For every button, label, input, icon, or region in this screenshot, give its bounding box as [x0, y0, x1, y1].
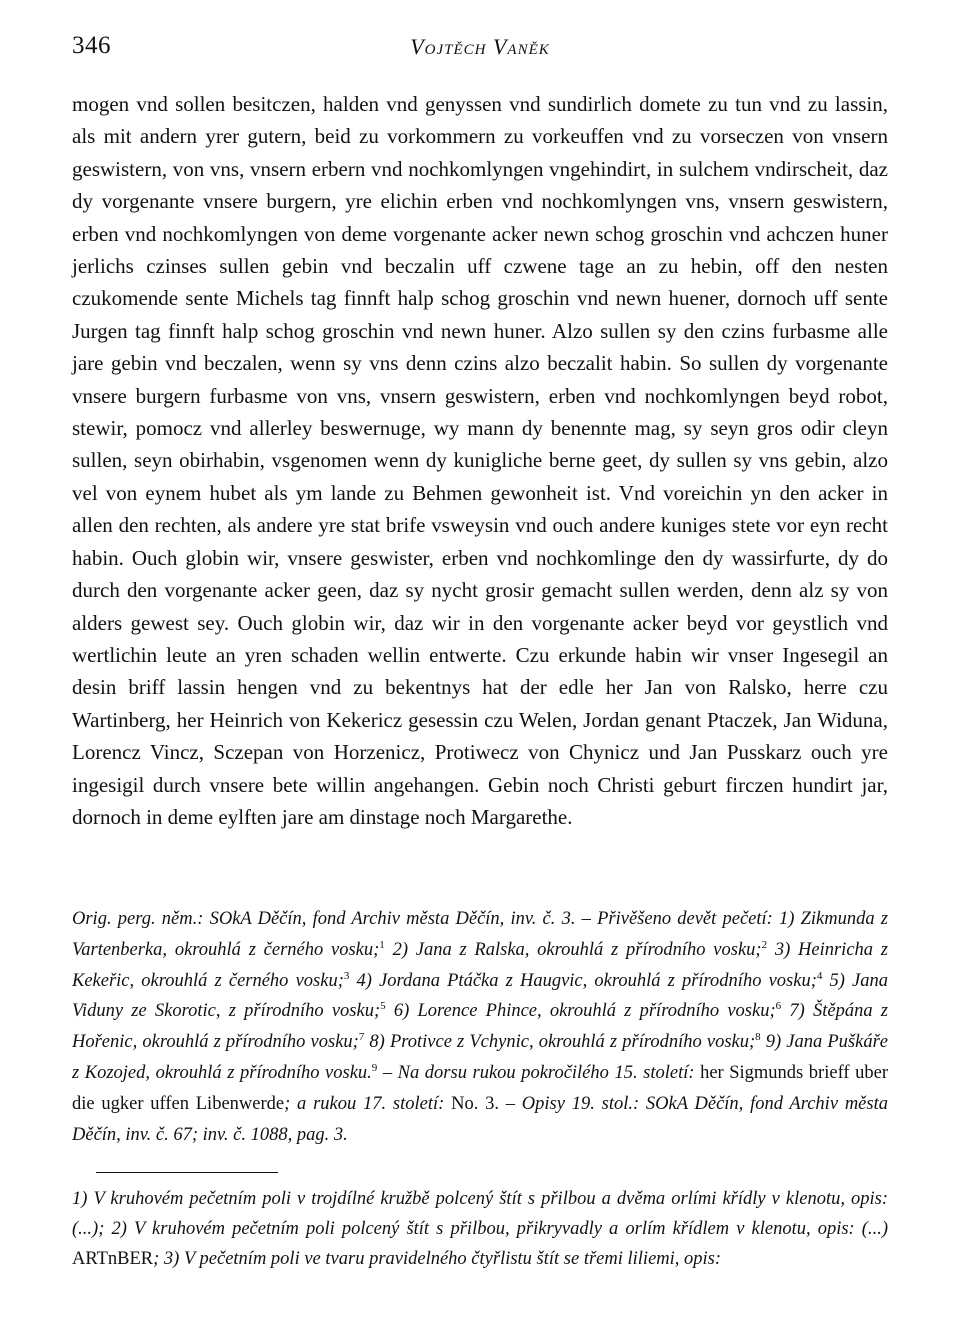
footnote-text: ; 3) V pečetním poli ve tvaru pravidelného čtyřlistu štít se třemi liliemi, opis:	[153, 1249, 722, 1269]
source-note-text: 8) Protivce z Vchynic, okrouhlá z přírodního vosku;	[364, 1032, 756, 1053]
source-note-text: 5) Jana Viduny ze Skorotic, z přírodního vosku;	[72, 970, 889, 1022]
footnote-ref: 2	[761, 938, 768, 951]
dorsal-inscription: No. 3.	[451, 1093, 499, 1114]
footnote-ref: 1	[379, 938, 385, 951]
footnote-ref: 9	[371, 1061, 378, 1074]
footnote-ref: 8	[755, 1031, 761, 1044]
footnote-text: 1) V kruhovém pečetním poli v trojdílné kružbě polcený štít s přilbou a dvěma orlími křídly v klenotu, opis: (...); 2) V kruhovém pečetním poli polcený štít s přilbou, přikryvadly a orlím křídlem v klenotu, opis: (...)	[72, 1189, 888, 1239]
source-note-text: 7) Štěpána z Hořenic, okrouhlá z přírodního vosku;	[72, 1001, 888, 1053]
running-head: Vojtěch Vaněk	[410, 34, 550, 59]
footnote-divider	[96, 1172, 278, 1173]
footnote-ref: 7	[358, 1031, 365, 1044]
source-note-text: – Opisy 19. stol.: SOkA Děčín, fond Archiv města Děčín, inv. č. 67; inv. č. 1088, pag. 3.	[72, 1093, 888, 1145]
page-number: 346	[72, 32, 111, 59]
source-note-text: 4) Jordana Ptáčka z Haugvic, okrouhlá z přírodního vosku;	[349, 970, 817, 991]
charter-text: mogen vnd sollen besitczen, halden vnd genyssen vnd sundirlich domete zu tun vnd zu lassin, als mit andern yrer gutern, beid zu vorkommern zu vorkeuffen vnd zu vorseczen von vnsern geswistern, von vns, vnsern erbern vnd nochkomlyngen vngehindirt, in sulchem vndirscheit, daz dy vorgenante vnsere burgern, yre elichin erben vnd nochkomlyngen vns, vnsern geswistern, erben vnd nochkomlyngen von deme vorgenante acker newn schog groschin vnd achczen huner jerlichs czinses sullen gebin vnd beczalin uff czwene tage an zu hebin, off den nesten czukomende sente Michels tag finnft halp schog groschin vnd newn huener, dornoch uff sente Jurgen tag finnft halp schog groschin vnd newn huner. Alzo sullen sy den czins furbasme alle jare gebin vnd beczalen, wenn sy vns denn czins alzo beczalit habin. So sullen dy vorgenante vnsere burgern furbasme von vns, vnsern geswistern, erben vnd nochkomlyngen beyd robot, stewir, pomocz vnd allerley beswernuge, wy mann dy benennte mag, sy seyn gros odir cleyn sullen, seyn obirhabin, vsgenomen wenn dy kunigliche berne geet, dy sullen sy vns gebin, alzo vel von eynem hubet als ym lande zu Behmen gewonheit ist. Vnd voreichin yn den acker in allen den rechten, als andere yre stat brife vsweysin vnd ouch andere kuniges stete vor eyn recht habin. Ouch globin wir, vnsere geswister, erben vnd nochkomlinge den dy wassirfurte, dy do durch den vorgenante acker geen, daz sy nycht grosir gemacht sullen werden, denn alz sy von alders gewest sey. Ouch globin wir, daz wir in den vorgenante acker beyd vor geystlich vnd wertlichin leute an yren schaden wellin entwerte. Czu erkunde habin wir vnser Ingesegil an desin briff lassin hengen vnd zu bekentnys hat der edle her Jan von Ralsko, herre czu Wartinberg, her Heinrich von Kekericz gesessin czu Welen, Jordan genant Ptaczek, Jan Widuna, Lorencz Vincz, Sczepan von Horzenicz, Protiwecz von Chynicz und Jan Pusskarz ouch yre ingesigil durch vnsere bete willin angehangen. Gebin noch Christi geburt firczen hundirt jar, dornoch in deme eylften jare am dinstage noch Margarethe.	[72, 92, 888, 829]
footnote-ref: 5	[380, 1000, 386, 1013]
source-note-text: 2) Jana z Ralska, okrouhlá z přírodního vosku;	[384, 939, 762, 960]
source-note-text: 3) Heinricha z Kekeřic, okrouhlá z černého vosku;	[72, 939, 888, 991]
dorsal-inscription: her Sigmunds brieff uber die ugker uffen Libenwerde	[72, 1062, 888, 1114]
source-note-text: Orig. perg. něm.: SOkA Děčín, fond Archiv města Děčín, inv. č. 3. – Přivěšeno devět pečetí: 1) Zikmunda z Vartenberka, okrouhlá z černého vosku;	[72, 909, 888, 960]
footnote-ref: 4	[816, 969, 823, 982]
source-note-text: – Na dorsu rukou pokročilého 15. století:	[377, 1062, 701, 1083]
footnote-ref: 6	[775, 1000, 782, 1013]
footnotes	[72, 1184, 888, 1274]
source-note-text: ; a rukou 17. století:	[284, 1093, 452, 1114]
source-note-text: 6) Lorence Phince, okrouhlá z přírodního vosku;	[385, 1001, 776, 1022]
footnote-ref: 3	[343, 969, 350, 982]
source-note	[72, 904, 888, 1150]
source-note-text: 9) Jana Puškáře z Kozojed, okrouhlá z přírodního vosku.	[72, 1032, 888, 1083]
seal-legend: ARTnBER	[72, 1249, 154, 1269]
